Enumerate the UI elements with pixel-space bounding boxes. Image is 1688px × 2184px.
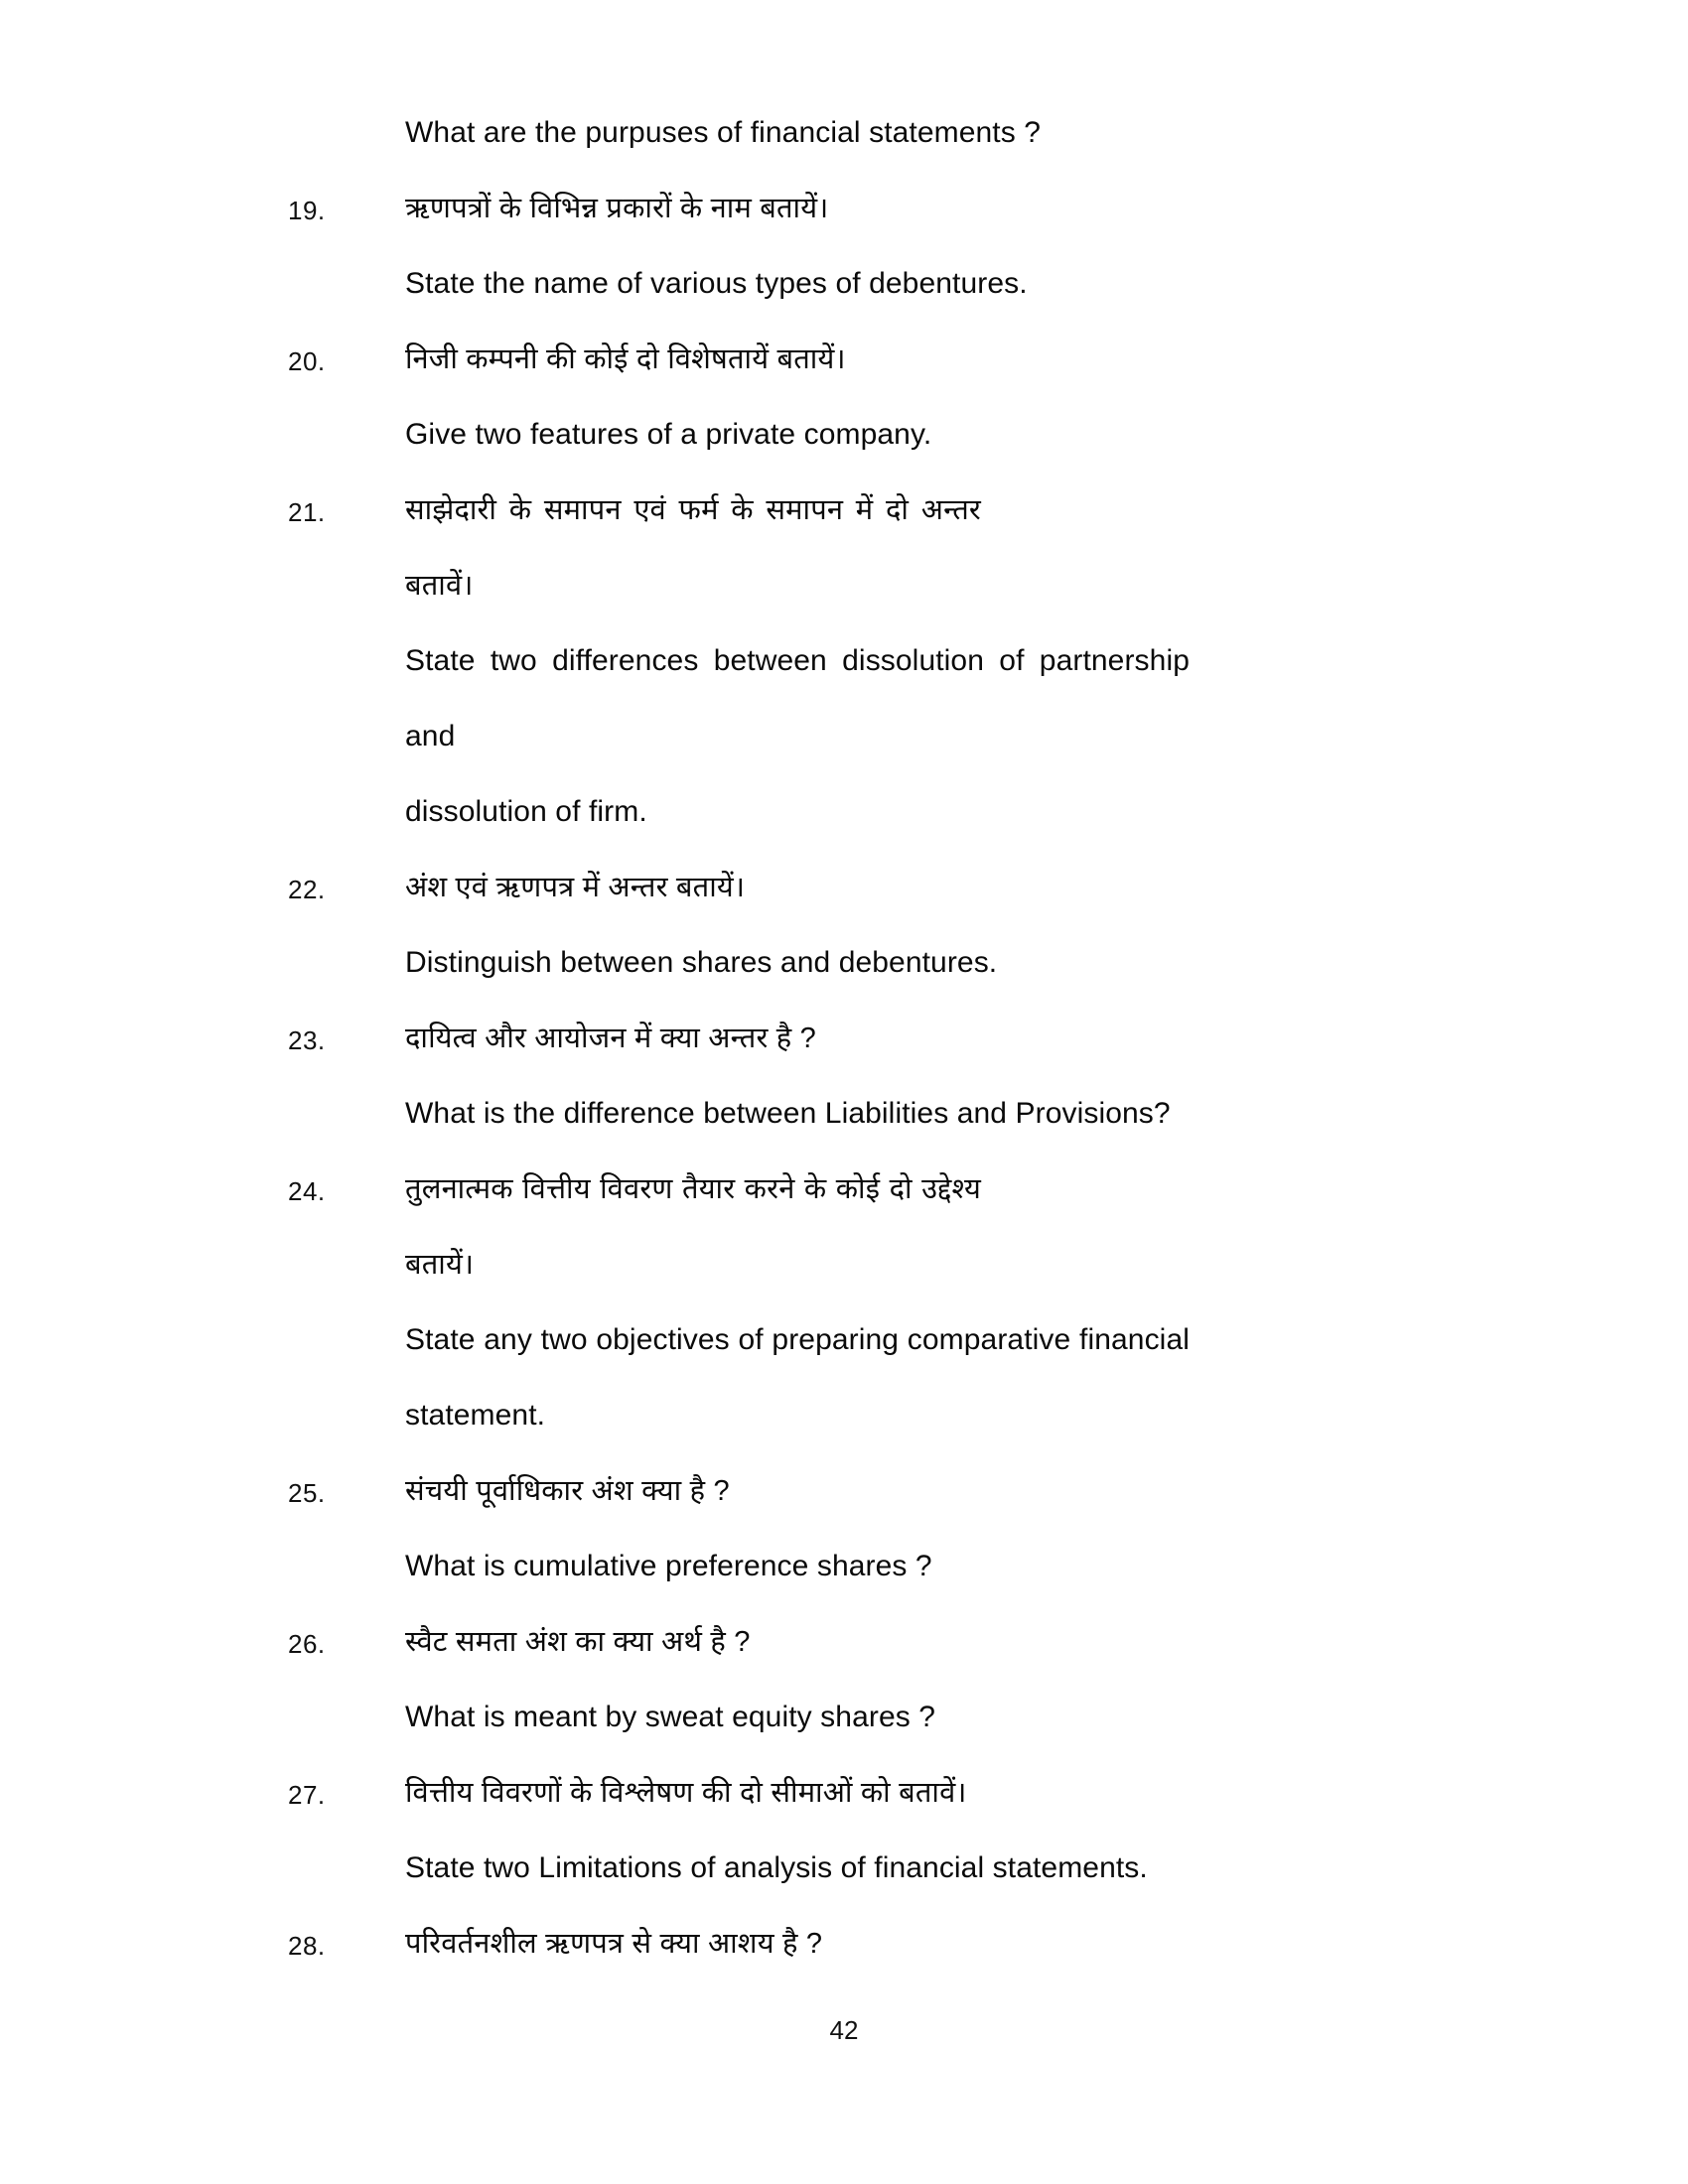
question-row bbox=[288, 1755, 1479, 1906]
question-hindi-line: परिवर्तनशील ऋणपत्र से क्या आशय है ? bbox=[405, 1928, 823, 1960]
question-row bbox=[288, 1453, 1479, 1604]
question-hindi-line: वित्तीय विवरणों के विश्लेषण की दो सीमाओं को बतावें। bbox=[405, 1777, 967, 1809]
question-row bbox=[288, 171, 1479, 322]
question-number: 28. bbox=[288, 1931, 326, 1961]
question-body bbox=[405, 1453, 1479, 1604]
question-body bbox=[405, 473, 1479, 850]
question-row bbox=[288, 1001, 1479, 1152]
question-english-line: What is the difference between Liabilities and Provisions? bbox=[405, 1097, 1171, 1130]
question-english-line: State two differences between dissolution of partnership and bbox=[405, 644, 1198, 752]
question-hindi-line: ऋणपत्रों के विभिन्न प्रकारों के नाम बतायें। bbox=[405, 193, 829, 224]
question-hindi-line: निजी कम्पनी की कोई दो विशेषतायें बतायें। bbox=[405, 343, 846, 375]
orphan-english-line: What are the purpuses of financial statements ? bbox=[405, 116, 1042, 149]
question-number: 27. bbox=[288, 1780, 326, 1810]
question-english-line: What is meant by sweat equity shares ? bbox=[405, 1701, 936, 1733]
question-number: 22. bbox=[288, 875, 326, 904]
question-body bbox=[405, 1152, 1479, 1453]
question-body bbox=[405, 322, 1479, 473]
question-number: 19. bbox=[288, 196, 326, 225]
question-number: 20. bbox=[288, 346, 326, 376]
question-english-line: State two Limitations of analysis of financial statements. bbox=[405, 1851, 1148, 1884]
question-english-line: statement. bbox=[405, 1399, 546, 1432]
question-body bbox=[405, 1604, 1479, 1755]
question-number: 23. bbox=[288, 1025, 326, 1055]
question-english-line: State any two objectives of preparing comparative financial bbox=[405, 1323, 1190, 1356]
question-english-line: Give two features of a private company. bbox=[405, 418, 932, 451]
question-hindi-line: स्वैट समता अंश का क्या अर्थ है ? bbox=[405, 1626, 751, 1658]
question-number-placeholder bbox=[288, 95, 405, 97]
question-row bbox=[288, 322, 1479, 473]
page-number: 42 bbox=[829, 2015, 859, 2045]
question-english-line: What is cumulative preference shares ? bbox=[405, 1550, 932, 1582]
question-hindi-line: दायित्व और आयोजन में क्या अन्तर है ? bbox=[405, 1023, 816, 1054]
question-body bbox=[405, 171, 1479, 322]
question-body bbox=[405, 1001, 1479, 1152]
question-row bbox=[288, 850, 1479, 1001]
question-number: 21. bbox=[288, 497, 326, 527]
question-row bbox=[288, 473, 1479, 850]
question-hindi-line: साझेदारी के समापन एवं फर्म के समापन में दो अन्तर बतावें। bbox=[405, 494, 990, 602]
question-hindi-line: तुलनात्मक वित्तीय विवरण तैयार करने के कोई दो उद्देश्य बतायें। bbox=[405, 1173, 990, 1281]
question-english-line: Distinguish between shares and debentures. bbox=[405, 946, 998, 979]
question-body bbox=[405, 1906, 1479, 1981]
orphan-question-row bbox=[288, 95, 1479, 171]
question-row bbox=[288, 1604, 1479, 1755]
question-number: 26. bbox=[288, 1629, 326, 1659]
question-english-line: State the name of various types of debentures. bbox=[405, 267, 1028, 300]
question-row bbox=[288, 1906, 1479, 1983]
question-english-line: dissolution of firm. bbox=[405, 795, 647, 828]
question-hindi-line: संचयी पूर्वाधिकार अंश क्या है ? bbox=[405, 1475, 730, 1507]
orphan-question-body bbox=[405, 95, 1479, 171]
question-hindi-line: अंश एवं ऋणपत्र में अन्तर बतायें। bbox=[405, 872, 746, 903]
question-list bbox=[288, 95, 1479, 1983]
question-number: 24. bbox=[288, 1176, 326, 1206]
question-body bbox=[405, 1755, 1479, 1906]
question-row bbox=[288, 1152, 1479, 1453]
question-body bbox=[405, 850, 1479, 1001]
question-number: 25. bbox=[288, 1478, 326, 1508]
